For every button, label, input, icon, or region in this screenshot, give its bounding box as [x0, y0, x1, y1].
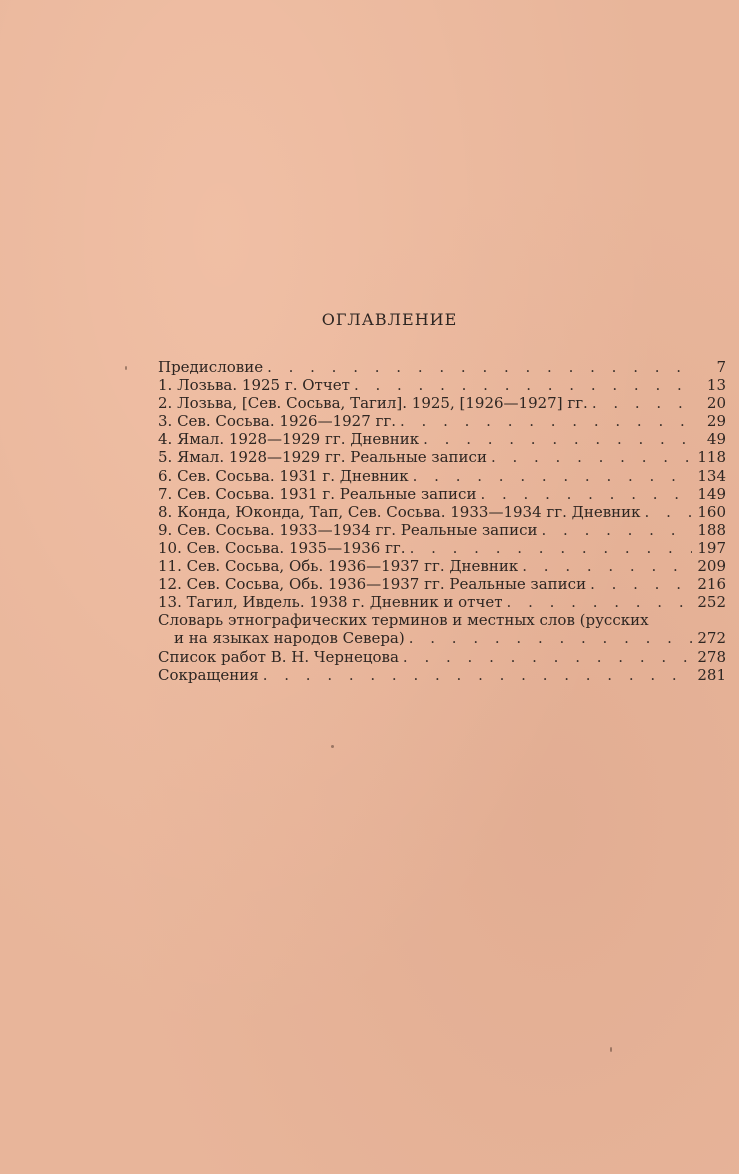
dot-leader	[645, 503, 692, 521]
dot-leader	[267, 358, 692, 376]
toc-entry-title: 7. Сев. Сосьва. 1931 г. Реальные записи	[158, 484, 477, 503]
toc-entry-title: 1. Лозьва. 1925 г. Отчет	[158, 376, 350, 395]
table-of-contents	[158, 358, 726, 684]
dot-leader	[522, 557, 692, 575]
toc-entry[interactable]	[158, 358, 726, 376]
dot-leader	[354, 376, 692, 394]
dot-leader	[410, 539, 692, 557]
toc-entry[interactable]	[158, 666, 726, 684]
toc-entry-title: 8. Конда, Юконда, Тап, Сев. Сосьва. 1933—1934 гг. Дневник	[158, 502, 641, 521]
toc-entry-title: 9. Сев. Сосьва. 1933—1934 гг. Реальные записи	[158, 520, 538, 539]
toc-entry-page: 252	[697, 593, 726, 612]
toc-entry-page: 13	[706, 376, 726, 395]
dot-leader	[480, 485, 692, 503]
toc-entry[interactable]	[158, 448, 726, 466]
dot-leader	[263, 666, 692, 684]
toc-entry[interactable]	[158, 575, 726, 593]
toc-entry[interactable]	[158, 430, 726, 448]
toc-entry-title: 10. Сев. Сосьва. 1935—1936 гг.	[158, 538, 406, 557]
toc-entry-title: 11. Сев. Сосьва, Обь. 1936—1937 гг. Дневник	[158, 557, 519, 576]
dot-leader	[400, 412, 692, 430]
dot-leader	[507, 593, 692, 611]
toc-entry[interactable]	[158, 593, 726, 611]
toc-entry-continuation[interactable]	[158, 629, 726, 647]
toc-entry-title: 2. Лозьва, [Сев. Сосьва, Тагил]. 1925, [1926—1927] гг.	[158, 394, 588, 413]
toc-entry[interactable]	[158, 611, 726, 629]
toc-entry[interactable]	[158, 467, 726, 485]
toc-entry-page: 49	[706, 430, 726, 449]
toc-entry[interactable]	[158, 485, 726, 503]
toc-entry-page: 188	[697, 520, 726, 539]
toc-entry-title: 13. Тагил, Ивдель. 1938 г. Дневник и отчет	[158, 593, 503, 612]
toc-entry-page: 209	[697, 557, 726, 576]
toc-entry-page: 278	[697, 647, 726, 666]
toc-entry-page: 281	[697, 665, 726, 684]
toc-entry-title: Сокращения	[158, 665, 259, 684]
toc-entry[interactable]	[158, 648, 726, 666]
dot-leader	[592, 394, 692, 412]
toc-entry-page: 272	[697, 629, 726, 648]
toc-entry[interactable]	[158, 557, 726, 575]
dot-leader	[590, 575, 692, 593]
toc-entry-title-continuation: и на языках народов Севера)	[174, 629, 405, 648]
dot-leader	[423, 430, 692, 448]
toc-entry-page: 197	[697, 538, 726, 557]
dot-leader	[491, 448, 692, 466]
paper-speck	[331, 745, 334, 748]
toc-entry[interactable]	[158, 394, 726, 412]
toc-entry-title: Словарь этнографических терминов и местных слов (русских	[158, 611, 649, 630]
toc-entry-title: Предисловие	[158, 358, 264, 376]
toc-entry-page: 7	[716, 358, 726, 376]
toc-entry-title: 4. Ямал. 1928—1929 гг. Дневник	[158, 430, 420, 449]
paper-speck	[125, 366, 127, 370]
toc-entry-title: 3. Сев. Сосьва. 1926—1927 гг.	[158, 412, 397, 431]
toc-entry[interactable]	[158, 412, 726, 430]
dot-leader	[403, 648, 692, 666]
toc-entry-title: 6. Сев. Сосьва. 1931 г. Дневник	[158, 466, 409, 485]
toc-entry[interactable]	[158, 539, 726, 557]
dot-leader	[413, 467, 692, 485]
toc-entry[interactable]	[158, 521, 726, 539]
toc-entry-page: 20	[706, 394, 726, 413]
dot-leader	[409, 629, 692, 647]
toc-entry-page: 216	[697, 575, 726, 594]
dot-leader	[542, 521, 693, 539]
toc-entry-page: 118	[697, 448, 726, 467]
toc-entry-page: 134	[697, 466, 726, 485]
toc-entry[interactable]	[158, 503, 726, 521]
toc-entry-title: Список работ В. Н. Чернецова	[158, 647, 399, 666]
toc-entry-page: 160	[697, 502, 726, 521]
toc-entry-page: 29	[706, 412, 726, 431]
paper-speck	[610, 1047, 612, 1052]
toc-entry-page: 149	[697, 484, 726, 503]
toc-entry-title: 5. Ямал. 1928—1929 гг. Реальные записи	[158, 448, 487, 467]
toc-entry-title: 12. Сев. Сосьва, Обь. 1936—1937 гг. Реальные записи	[158, 575, 587, 594]
toc-entry[interactable]	[158, 376, 726, 394]
page-title: ОГЛАВЛЕНИЕ	[321, 310, 458, 329]
